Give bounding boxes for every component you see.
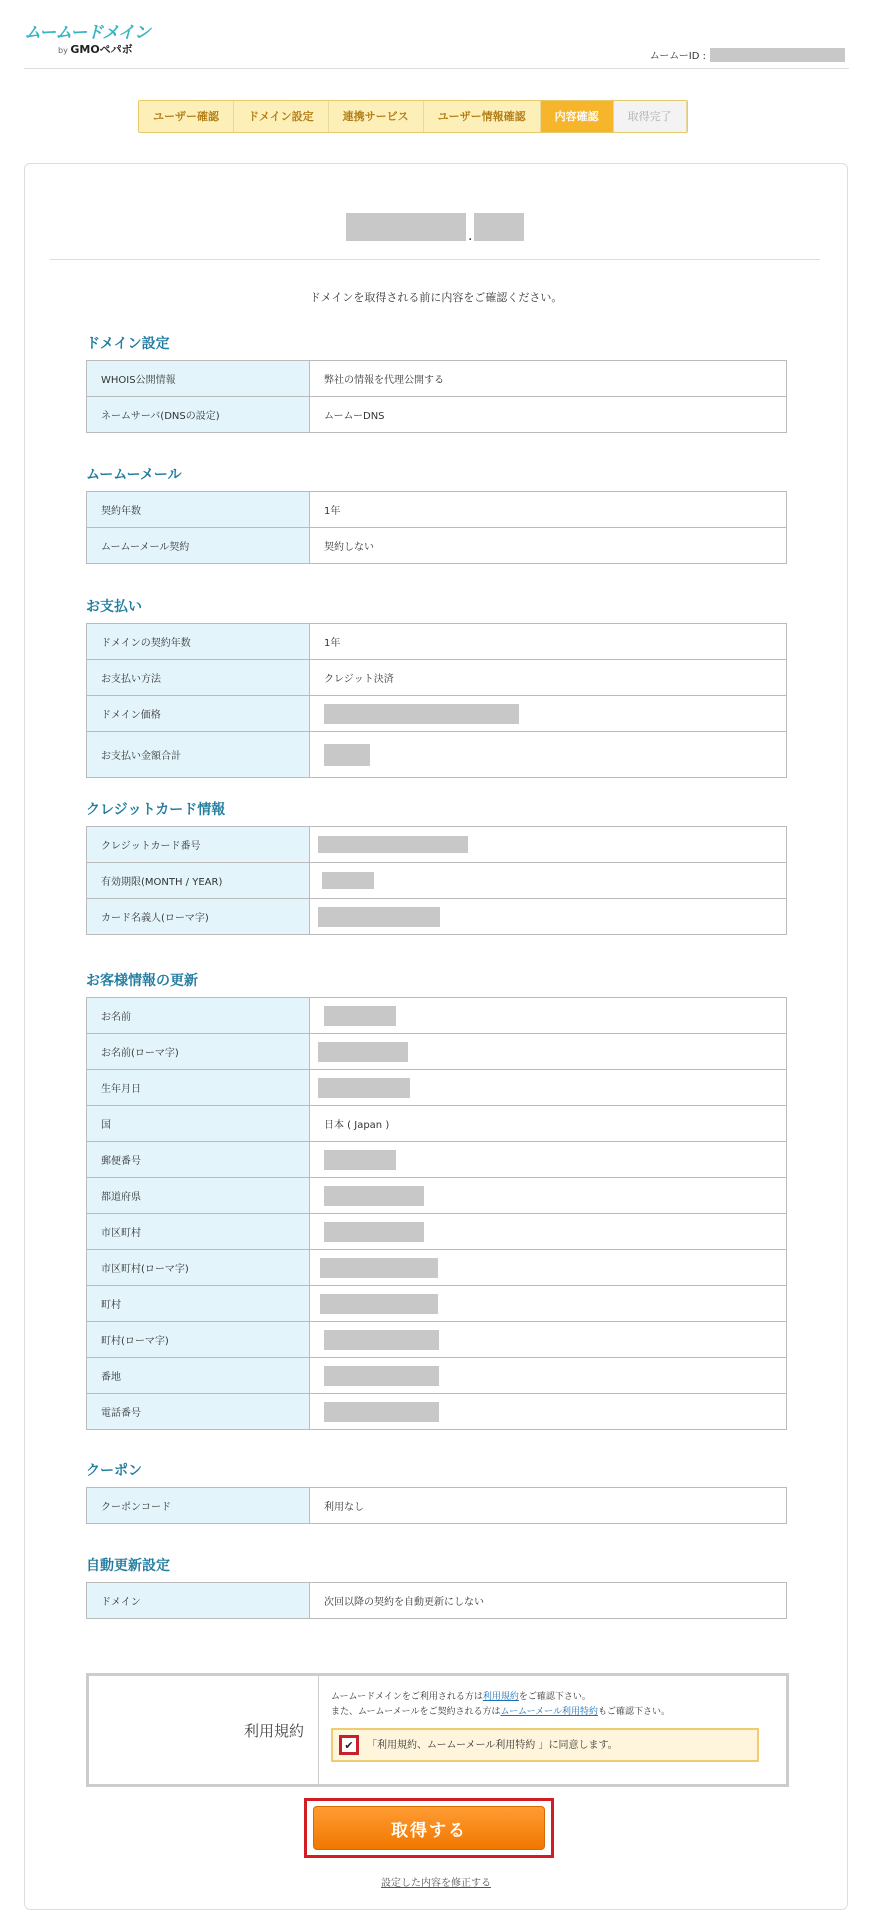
table-row bbox=[87, 1070, 787, 1106]
table-row bbox=[87, 863, 787, 899]
customer-table bbox=[86, 997, 787, 1430]
section-title-domain-settings: ドメイン設定 bbox=[86, 336, 170, 352]
table-row bbox=[87, 696, 787, 732]
redacted-value bbox=[324, 1222, 424, 1242]
table-row bbox=[87, 1488, 787, 1524]
row-label: 市区町村 bbox=[87, 1214, 310, 1250]
redacted-value bbox=[318, 1042, 408, 1062]
agree-label[interactable]: 「利用規約、ムームーメール利用特約 」に同意します。 bbox=[367, 1739, 618, 1751]
table-row bbox=[87, 1583, 787, 1619]
terms-line-1: ムームードメインをご利用される方は利用規約をご確認下さい。 bbox=[331, 1692, 591, 1702]
row-label: ネームサーバ(DNSの設定) bbox=[87, 397, 310, 433]
table-row bbox=[87, 1034, 787, 1070]
logo-text: ムームードメイン bbox=[24, 23, 150, 43]
row-label: WHOIS公開情報 bbox=[87, 361, 310, 397]
redacted-value bbox=[324, 1006, 396, 1026]
table-row bbox=[87, 397, 787, 433]
redacted-value bbox=[322, 872, 374, 889]
redacted-value bbox=[324, 744, 370, 766]
row-label: 電話番号 bbox=[87, 1394, 310, 1430]
redacted-value bbox=[318, 836, 468, 853]
table-row bbox=[87, 1394, 787, 1430]
row-label: 郵便番号 bbox=[87, 1142, 310, 1178]
row-label: ドメイン bbox=[87, 1583, 310, 1619]
row-label: 町村(ローマ字) bbox=[87, 1322, 310, 1358]
row-label: クレジットカード番号 bbox=[87, 827, 310, 863]
redacted-value bbox=[318, 1078, 410, 1098]
auto-renew-table bbox=[86, 1582, 787, 1619]
card-table bbox=[86, 826, 787, 935]
table-row bbox=[87, 1250, 787, 1286]
row-label: 国 bbox=[87, 1106, 310, 1142]
section-title-coupon: クーポン bbox=[86, 1463, 142, 1479]
modify-settings-link[interactable]: 設定した内容を修正する bbox=[381, 1878, 491, 1889]
row-value: 次回以降の契約を自動更新にしない bbox=[310, 1583, 787, 1619]
table-row bbox=[87, 624, 787, 660]
step-user-confirm: ユーザー確認 bbox=[139, 101, 234, 132]
row-value: 1年 bbox=[310, 492, 787, 528]
row-label: 番地 bbox=[87, 1358, 310, 1394]
redacted-value bbox=[318, 907, 440, 927]
logo-by: by GMOペパボ bbox=[58, 43, 133, 56]
row-value: 1年 bbox=[310, 624, 787, 660]
row-label: 市区町村(ローマ字) bbox=[87, 1250, 310, 1286]
confirm-card bbox=[24, 163, 848, 1910]
terms-box bbox=[86, 1673, 789, 1787]
user-id bbox=[650, 47, 845, 62]
row-label: お支払い金額合計 bbox=[87, 732, 310, 778]
header-divider bbox=[24, 68, 849, 69]
user-id-redacted bbox=[710, 48, 845, 62]
redacted-value bbox=[324, 1366, 439, 1386]
section-title-auto-renew: 自動更新設定 bbox=[86, 1558, 170, 1574]
coupon-table bbox=[86, 1487, 787, 1524]
row-value: 弊社の情報を代理公開する bbox=[310, 361, 787, 397]
agree-checkbox[interactable]: ✔ bbox=[339, 1735, 359, 1755]
payment-table bbox=[86, 623, 787, 778]
domain-settings-table bbox=[86, 360, 787, 433]
mail-table bbox=[86, 491, 787, 564]
redacted-value bbox=[324, 704, 519, 724]
submit-highlight bbox=[304, 1798, 554, 1858]
table-row bbox=[87, 361, 787, 397]
redacted-value bbox=[320, 1258, 438, 1278]
row-label: カード名義人(ローマ字) bbox=[87, 899, 310, 935]
table-row bbox=[87, 1106, 787, 1142]
step-user-info-confirm: ユーザー情報確認 bbox=[424, 101, 541, 132]
section-title-card: クレジットカード情報 bbox=[86, 802, 226, 818]
table-row bbox=[87, 1214, 787, 1250]
row-label: ドメインの契約年数 bbox=[87, 624, 310, 660]
row-label: お名前(ローマ字) bbox=[87, 1034, 310, 1070]
row-label: 有効期限(MONTH / YEAR) bbox=[87, 863, 310, 899]
section-title-customer: お客様情報の更新 bbox=[86, 973, 198, 989]
table-row bbox=[87, 1178, 787, 1214]
row-label: クーポンコード bbox=[87, 1488, 310, 1524]
row-value: クレジット決済 bbox=[310, 660, 787, 696]
terms-link[interactable]: 利用規約 bbox=[482, 1692, 519, 1702]
row-label: 生年月日 bbox=[87, 1070, 310, 1106]
terms-label: 利用規約 bbox=[89, 1676, 319, 1784]
section-title-payment: お支払い bbox=[86, 599, 142, 615]
table-row bbox=[87, 1358, 787, 1394]
row-value: 契約しない bbox=[310, 528, 787, 564]
acquire-button[interactable]: 取得する bbox=[313, 1806, 545, 1850]
step-domain-settings: ドメイン設定 bbox=[234, 101, 329, 132]
table-row bbox=[87, 660, 787, 696]
table-row bbox=[87, 827, 787, 863]
logo[interactable] bbox=[24, 18, 150, 57]
terms-content bbox=[319, 1676, 786, 1784]
step-content-confirm: 内容確認 bbox=[541, 101, 614, 132]
row-label: ドメイン価格 bbox=[87, 696, 310, 732]
table-row bbox=[87, 528, 787, 564]
step-complete: 取得完了 bbox=[614, 101, 687, 132]
table-row bbox=[87, 998, 787, 1034]
title-divider bbox=[50, 259, 820, 260]
terms-line-2: また、ムームーメールをご契約される方はムームーメール利用特約もご確認下さい。 bbox=[331, 1707, 670, 1717]
redacted-value bbox=[320, 1294, 438, 1314]
row-value: ムームーDNS bbox=[310, 397, 787, 433]
table-row bbox=[87, 899, 787, 935]
row-label: お名前 bbox=[87, 998, 310, 1034]
row-label: 契約年数 bbox=[87, 492, 310, 528]
step-linked-services: 連携サービス bbox=[329, 101, 424, 132]
agree-row[interactable] bbox=[331, 1728, 759, 1762]
table-row bbox=[87, 492, 787, 528]
domain-name-redacted: . bbox=[346, 213, 524, 241]
table-row bbox=[87, 732, 787, 778]
row-value: 利用なし bbox=[310, 1488, 787, 1524]
row-value: 日本 ( Japan ) bbox=[310, 1106, 787, 1142]
mail-terms-link[interactable]: ムームーメール利用特約 bbox=[500, 1707, 598, 1717]
row-label: お支払い方法 bbox=[87, 660, 310, 696]
row-label: ムームーメール契約 bbox=[87, 528, 310, 564]
intro-text: ドメインを取得される前に内容をご確認ください。 bbox=[309, 291, 563, 304]
redacted-value bbox=[324, 1402, 439, 1422]
user-id-label: ムームーID : bbox=[649, 51, 706, 62]
row-label: 都道府県 bbox=[87, 1178, 310, 1214]
redacted-value bbox=[324, 1330, 439, 1350]
progress-steps bbox=[138, 100, 688, 133]
row-label: 町村 bbox=[87, 1286, 310, 1322]
table-row bbox=[87, 1286, 787, 1322]
redacted-value bbox=[324, 1150, 396, 1170]
redacted-value bbox=[324, 1186, 424, 1206]
table-row bbox=[87, 1322, 787, 1358]
table-row bbox=[87, 1142, 787, 1178]
section-title-mail: ムームーメール bbox=[86, 467, 182, 483]
